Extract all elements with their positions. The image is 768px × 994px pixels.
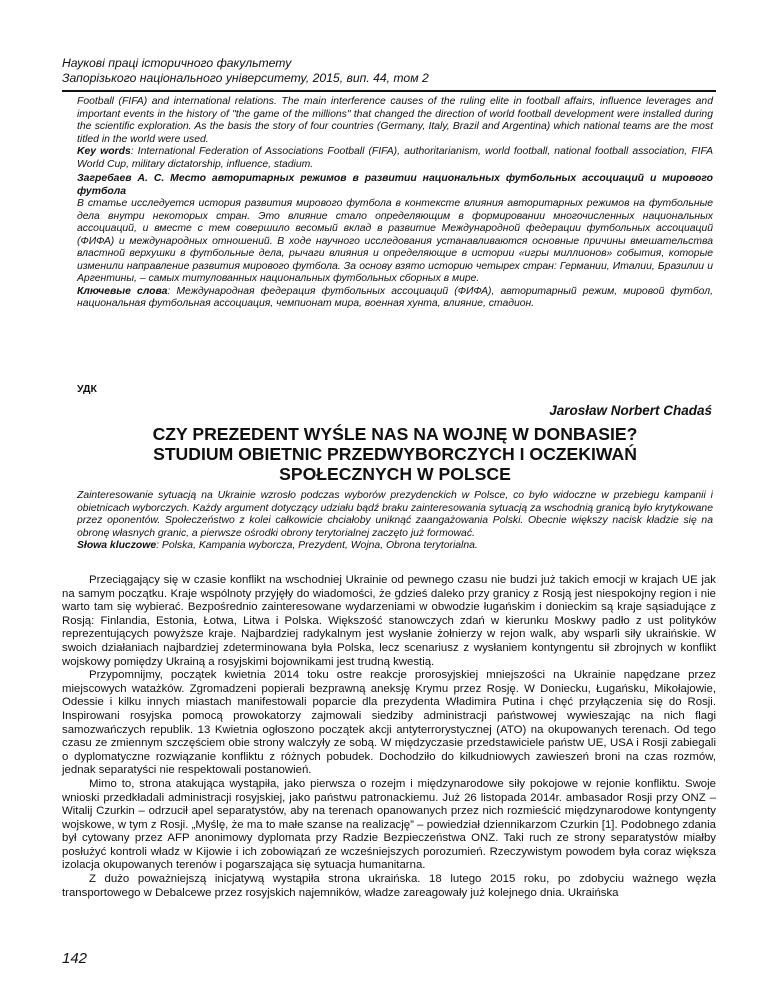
abstract-russian-text: В статье исследуется история развития мирового футбола в контексте влияния авторитарных режимов на футбольные дела внутри некоторых стран. Это влияние стало определяющим в формировании многочисленных национальных ассоциаций, и вместе с тем совершило весомый вклад в развитие Международной федерации футбольных ассоциаций (ФИФА) и международных отношений. В ходе научного исследования устанавливаются основные причины вмешательства властной верхушки в футбольные дела, рычаги влияния и определяющие в истории «игры миллионов» события, которые изменили направление развития мирового футбола. За основу взято историю четырех стран: Германии, Италии, Бразилии и Аргентины, – самых титулованных национальных футбольных сборных в мире. bbox=[77, 198, 713, 284]
abstract-english bbox=[77, 96, 713, 171]
abstract-polish-keywords bbox=[77, 540, 713, 553]
abstract-english-keywords bbox=[77, 146, 713, 171]
abstract-russian bbox=[77, 173, 713, 311]
article-body bbox=[62, 574, 716, 900]
abstract-polish bbox=[77, 490, 713, 553]
page-number: 142 bbox=[62, 950, 88, 967]
abstract-polish-text: Zainteresowanie sytuacją na Ukrainie wzrosło podczas wyborów prezydenckich w Polsce, co było widoczne w przebiegu kampanii i obietnicach wyborczych. Każdy argument dotyczący udziału bądź braku zainteresowania sytuacją za wschodnią granicą było krytykowane przez oponentów. Społeczeństwo z kolei całkowicie chciałoby uniknąć zaangażowania Polski. Obecnie większy nacisk kładzie się na obronę własnych granic, a pierwsze ośrodki obrony terytorialnej zaczęto już formować. bbox=[77, 490, 713, 539]
abstract-russian-keywords bbox=[77, 286, 713, 311]
author-name: Jarosław Norbert Chadaś bbox=[549, 403, 712, 418]
keywords-text: : Международная федерация футбольных ассоциаций (ФИФА), авторитарный режим, мировой футбол, национальная футбольная ассоциация, чемпионат мира, военная хунта, влияние, стадион. bbox=[77, 285, 713, 309]
body-paragraph: Przypomnijmy, początek kwietnia 2014 toku ostre reakcje prorosyjskiej mniejszości na Ukrainie napędzane przez miejscowych watażków. Zgromadzeni popierali bezprawną aneksję Krymu przez Rosję. W Doniecku, Ługańsku, Mikołajowie, Odessie i kilku innych miastach manifestowali poparcie dla prezydenta Władimira Putina i chęć przyłączenia się do Rosji. Inspirowani rosyjska pomocą prowokatorzy zajmowali siedziby administracji państwowej wywieszając na nich flagi samozwańczych republik. 13 Kwietnia ogłoszono początek akcji antyterrorystycznej (ATO) na okupowanych terenach. Od tego czasu ze zmiennym szczęściem obie strony walczyły ze sobą. W międzyczasie przedstawiciele państw UE, USA i Rosji zabiegali o dyplomatyczne rozwiązanie konfliktu z różnych pobudek. Dochodziło do kilkudniowych zawieszeń broni na czas rozmów, jednak separatyści nie respektowali postanowień. bbox=[62, 669, 716, 777]
header-line-1: Наукові праці історичного факультету bbox=[62, 56, 292, 70]
keywords-label: Słowa kluczowe bbox=[77, 540, 157, 551]
running-header bbox=[62, 56, 712, 86]
title-line-3: SPOŁECZNYCH W POLSCE bbox=[279, 464, 511, 484]
body-paragraph: Mimo to, strona atakująca wystąpiła, jako pierwsza o rozejm i międzynarodowe siły pokojowe w rejonie konfliktu. Swoje wnioski przedkładali administracji rosyjskiej, jako państwu patronackiemu. Już 26 listopada 2014r. ambasador Rosji przy ONZ – Witalij Czurkin – odrzucił apel separatystów, aby na terenach opanowanych przez nich rozmieścić międzynarodowe kontyngenty wojskowe, w tym z Rosji. „Myślę, że ma to małe szanse na realizację” – powiedział dziennikarzom Czurkin [1]. Podobnego zdania był cytowany przez AFP anonimowy dyplomata przy Radzie Bezpieczeństwa ONZ. Taki ruch ze strony separatystów miałby posłużyć kontroli władz w Kijowie i ich zobowiązań ze wcześniejszych porozumień. Rzeczywistym powodem była coraz większa izolacja okupowanych terenów i pogarszająca się sytuacja humanitarna. bbox=[62, 777, 716, 872]
udk-label: УДК bbox=[77, 383, 97, 395]
header-line-2: Запорізького національного університету, 2015, вип. 44, том 2 bbox=[62, 71, 429, 85]
abstract-russian-title: Загребаев А. С. Место авторитарных режимов в развитии национальных футбольных ассоциаций и мирового футбола bbox=[77, 173, 713, 197]
body-paragraph: Z dużo poważniejszą inicjatywą wystąpiła strona ukraińska. 18 lutego 2015 roku, po zdobyciu ważnego węzła transportowego w Debalcewe przez rosyjskich najemników, władze zareagowały już kolejnego dnia. Ukraińska bbox=[62, 873, 716, 899]
keywords-text: : Polska, Kampania wyborcza, Prezydent, Wojna, Obrona terytorialna. bbox=[156, 540, 478, 551]
title-line-2: STUDIUM OBIETNIC PRZEDWYBORCZYCH I OCZEKIWAŃ bbox=[153, 444, 637, 464]
body-paragraph: Przeciągający się w czasie konflikt na wschodniej Ukrainie od pewnego czasu nie budzi już takich emocji w krajach UE jak na samym początku. Kraje wspólnoty przyjęły do wiadomości, że gdzieś daleko przy granicy z Rosją jest niespokojny region i nie warto tam się wybierać. Bezpośrednio zainteresowane wydarzeniami w obwodzie ługańskim i donieckim są kraje sąsiadujące z Rosją: Finlandia, Estonia, Łotwa, Litwa i Polska. Większość stanowczych zdań w kierunku Moskwy padło z ust polityków reprezentujących powyższe kraje. Najbardziej radykalnym jest wysłanie żołnierzy w rejon walk, aby wsparli siły ukraińskie. W swoich działaniach najbardziej zdeterminowana była Polska, lecz scenariusz z wysłaniem kontyngentu sił zbrojnych w konflikt wojskowy pomiędzy Ukrainą a rosyjskimi bojownikami jest trudną kwestią. bbox=[62, 574, 716, 668]
keywords-label: Key words bbox=[77, 146, 131, 157]
keywords-label: Ключевые слова bbox=[77, 285, 168, 297]
title-line-1: CZY PREZEDENT WYŚLE NAS NA WOJNĘ W DONBASIE? bbox=[152, 424, 638, 444]
abstract-english-text: Football (FIFA) and international relations. The main interference causes of the ruling elite in football affairs, influence leverages and important events in the history of "the game of the millions" that changed the direction of world football development were installed during the scientific exploration. As the basis the story of four countries (Germany, Italy, Brazil and Argentina) which national teams are the most titled in the world were used. bbox=[77, 96, 713, 145]
article-title bbox=[77, 424, 713, 484]
header-rule bbox=[62, 90, 716, 92]
keywords-text: : International Federation of Associations Football (FIFA), authoritarianism, world football, national football association, FIFA World Cup, military dictatorship, influence, stadium. bbox=[77, 146, 714, 170]
